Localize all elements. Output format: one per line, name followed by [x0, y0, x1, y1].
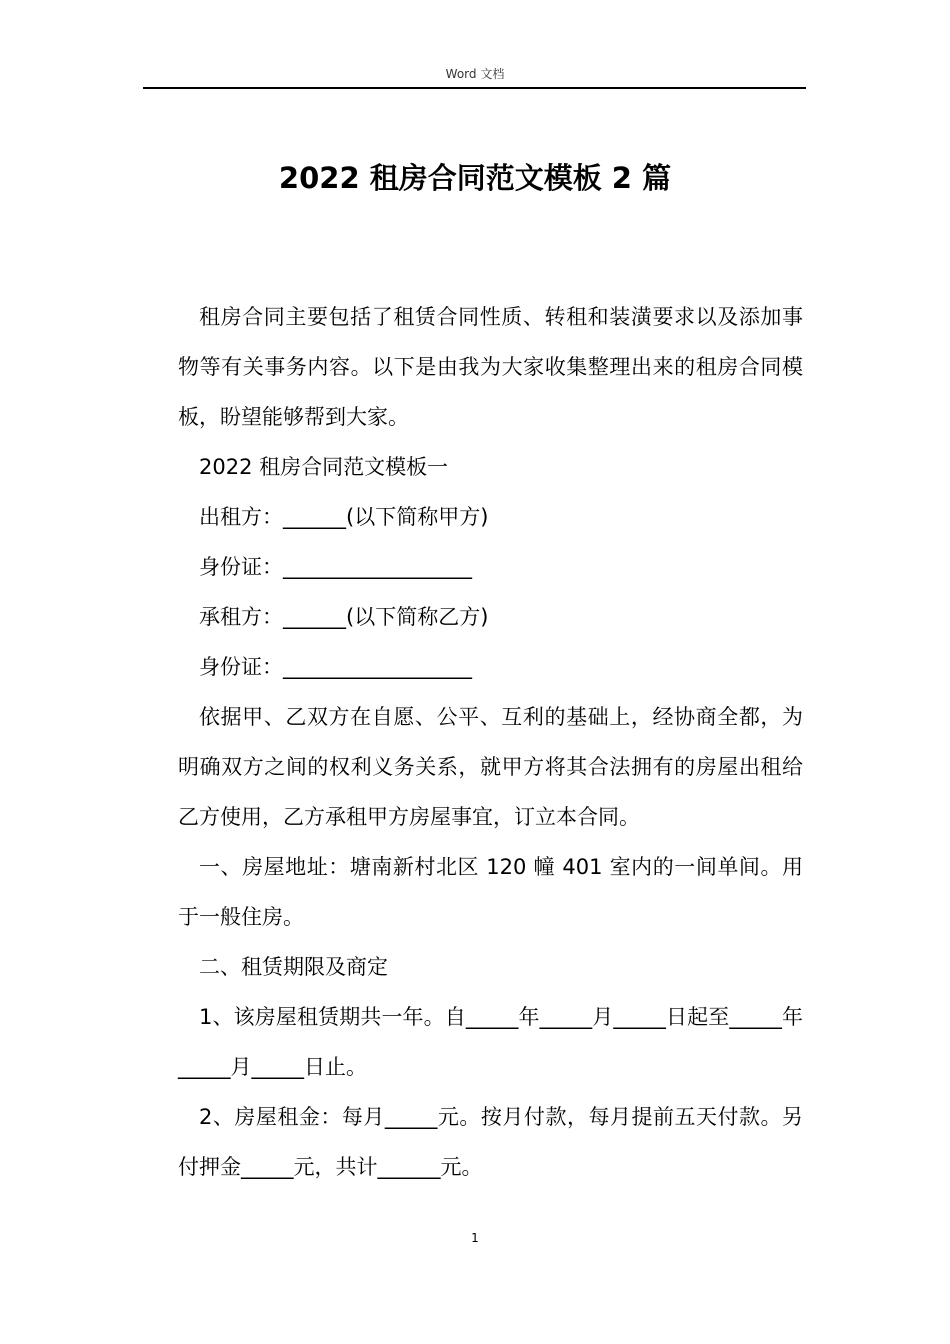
page-number: 1 [471, 1231, 479, 1245]
clause-house-address: 一、房屋地址：塘南新村北区 120 幢 401 室内的一间单间。用于一般住房。 [178, 855, 803, 929]
header-divider [143, 87, 806, 89]
clause-rent: 2、房屋租金：每月_____元。按月付款，每月提前五天付款。另付押金_____元，共计______元。 [178, 1105, 803, 1179]
lessee-line: 承租方：______(以下简称乙方) [199, 605, 489, 629]
page-header-text: Word 文档 [445, 67, 505, 81]
section-heading-template-one: 2022 租房合同范文模板一 [199, 455, 449, 479]
intro-paragraph: 租房合同主要包括了租赁合同性质、转租和装潢要求以及添加事物等有关事务内容。以下是由我为大家收集整理出来的租房合同模板，盼望能够帮到大家。 [178, 305, 803, 429]
lessor-line: 出租方：______(以下简称甲方) [199, 505, 489, 529]
document-title: 2022 租房合同范文模板 2 篇 [278, 161, 672, 195]
agreement-basis-paragraph: 依据甲、乙双方在自愿、公平、互利的基础上，经协商全都，为明确双方之间的权利义务关系，就甲方将其合法拥有的房屋出租给乙方使用，乙方承租甲方房屋事宜，订立本合同。 [178, 705, 803, 829]
document-body [178, 292, 803, 1192]
lessee-id-line: 身份证：__________________ [199, 655, 472, 679]
lessor-id-line: 身份证：__________________ [199, 555, 472, 579]
clause-lease-period: 1、该房屋租赁期共一年。自_____年_____月_____日起至_____年_____月_____日止。 [178, 1005, 803, 1079]
clause-lease-term-heading: 二、租赁期限及商定 [199, 955, 388, 979]
